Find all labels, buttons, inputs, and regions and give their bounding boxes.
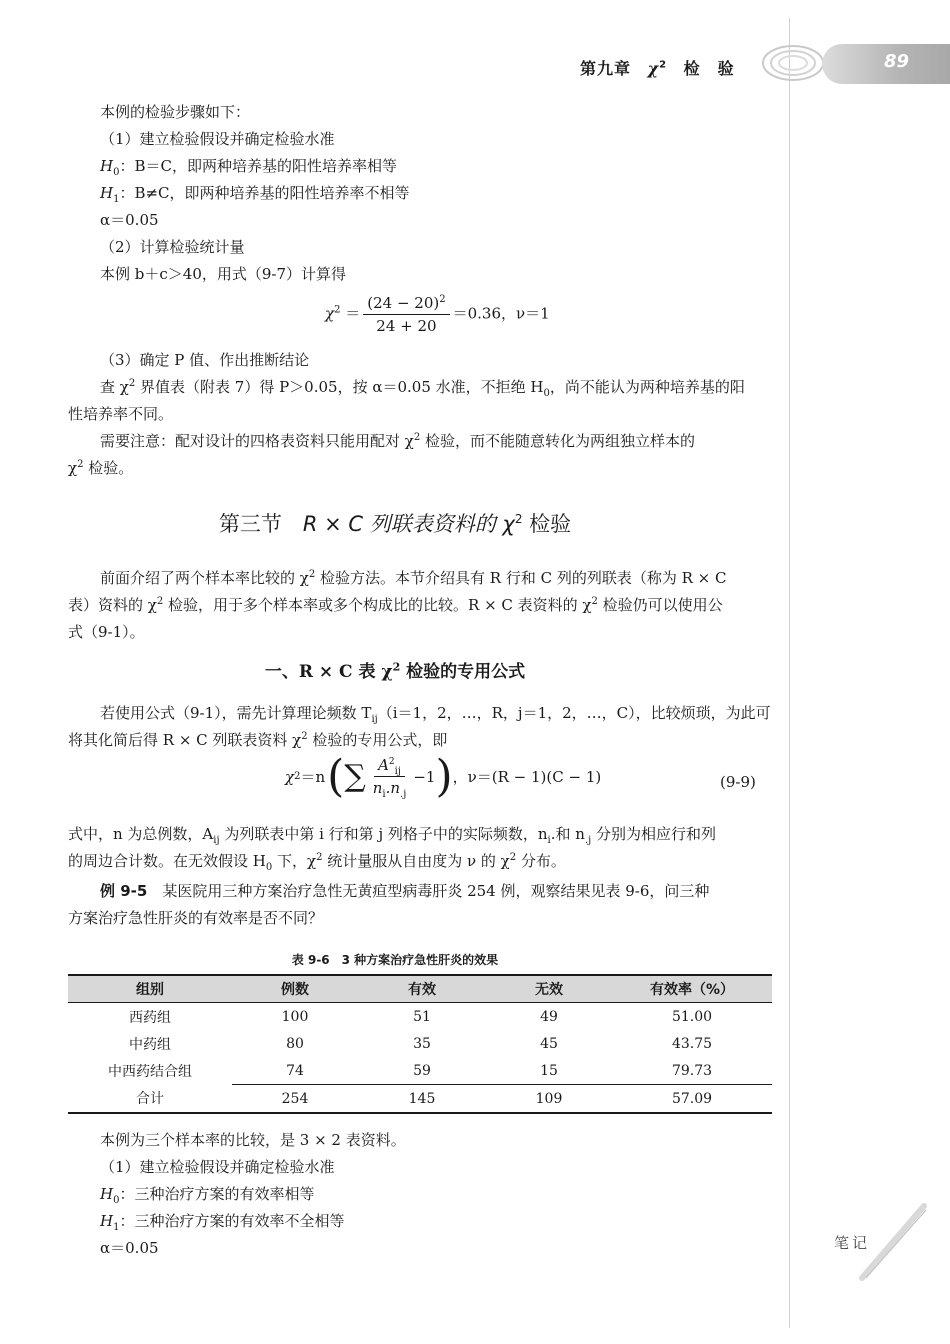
example-hypothesis-h0: $H_0$：三种治疗方案的有效率相等 <box>100 1185 315 1206</box>
table-cell: 51.00 <box>671 1008 713 1025</box>
table-cell: 西药组 <box>129 1009 171 1026</box>
table-cell: 中药组 <box>129 1036 171 1053</box>
section-paragraph-line-2: 表）资料的 $\chi^2$ 检验，用于多个样本率或多个构成比的比较。R × C 表资料的 $\chi^2$ 检验仍可以使用公 <box>68 596 723 614</box>
formula-explanation-line-2: 的周边合计数。在无效假设 $H_0$ 下，$\chi^2$ 统计量服从自由度为 ν 的 $\chi^2$ 分布。 <box>68 852 566 873</box>
table-row <box>68 1057 772 1085</box>
table-header-cell: 有效 <box>358 975 486 1003</box>
table-header-cell: 组别 <box>68 975 232 1003</box>
table-cell: 15 <box>540 1062 558 1079</box>
hypothesis-h0: $H_0$：B＝C，即两种培养基的阳性培养率相等 <box>100 157 397 178</box>
step-1: （1）建立检验假设并确定检验水准 <box>100 130 335 148</box>
calc-text: 本例 b＋c＞40，用式（9-7）计算得 <box>100 265 347 283</box>
example-step-1: （1）建立检验假设并确定检验水准 <box>100 1158 335 1176</box>
swirl-decoration-icon <box>755 38 825 88</box>
table-cell: 57.09 <box>612 1085 772 1114</box>
table-cell: 49 <box>540 1008 558 1025</box>
conclusion-line-1: 查 $\chi^2$ 界值表（附表 7）得 P＞0.05，按 α＝0.05 水准，不拒绝 $H_0$，尚不能认为两种培养基的阳 <box>100 378 745 399</box>
table-caption: 表 9-6 3 种方案治疗急性肝炎的效果 <box>291 953 499 967</box>
formula-rxc-chi-square: χ 2 ＝n ( ∑ $\frac{A^2_{ij}}{n_i.n_{.j}}$ −1 ) ，ν＝(R − 1)(C − 1) <box>285 750 602 802</box>
hypothesis-h1: $H_1$：B≠C，即两种培养基的阳性培养率不相等 <box>100 184 410 205</box>
table-header-cell: 无效 <box>486 975 612 1003</box>
table-row <box>68 1003 772 1031</box>
table-header-cell: 有效率（%） <box>612 975 772 1003</box>
section-paragraph-line-3: 式（9-1）。 <box>68 623 145 641</box>
table-cell: 254 <box>232 1085 358 1114</box>
table-cell: 79.73 <box>671 1062 713 1079</box>
table-cell: 43.75 <box>671 1035 713 1052</box>
table-cell: 51 <box>413 1008 431 1025</box>
table-cell: 45 <box>540 1035 558 1052</box>
formula-chi-square-mcnemar: $\chi^2$ ＝ $\frac{(24 - 20)^2}{24 + 20}$ ＝0.36，ν＝1 <box>325 294 550 335</box>
table-cell: 145 <box>358 1085 486 1114</box>
table-cell: 74 <box>286 1062 304 1079</box>
subsection-paragraph-line-1: 若使用公式（9-1），需先计算理论频数 $T_{ij}(i=1$，2，…，R，j＝1，2，…，C），比较烦琐，为此可 <box>100 704 771 725</box>
step-3: （3）确定 P 值、作出推断结论 <box>100 351 310 369</box>
section-title: 第三节 R × C 列联表资料的 $\chi^2$ 检验 <box>218 512 572 536</box>
table-cell: 109 <box>486 1085 612 1114</box>
table-cell: 合计 <box>68 1085 232 1114</box>
notes-label: 笔记 <box>834 1234 871 1252</box>
table-header-row <box>68 975 772 1003</box>
subsection-title: 一、R × C 表 $\chi^2$ 检验的专用公式 <box>264 660 526 682</box>
table-cell: 中西药结合组 <box>108 1063 192 1080</box>
table-cell: 80 <box>286 1035 304 1052</box>
example-line-2: 方案治疗急性肝炎的有效率是否不同？ <box>68 909 324 927</box>
example-alpha-level: α＝0.05 <box>100 1239 159 1257</box>
example-line-1: 例 9-5 某医院用三种方案治疗急性无黄疸型病毒肝炎 254 例，观察结果见表 9-6，问三种 <box>100 882 710 900</box>
formula-explanation-line-1: 式中，n 为总例数，$A_{ij}$ 为列联表中第 i 行和第 j 列格子中的实际频数，$n_i$.和 $n_{.j}$ 分别为相应行和列 <box>68 825 716 846</box>
note-line-2: $\chi^2$ 检验。 <box>68 459 134 477</box>
results-table <box>68 974 772 1114</box>
table-header-cell: 例数 <box>232 975 358 1003</box>
table-total-row <box>68 1085 772 1114</box>
section-paragraph-line-1: 前面介绍了两个样本率比较的 $\chi^2$ 检验方法。本节介绍具有 R 行和 C 列的列联表（称为 R × C <box>100 569 727 587</box>
chi-symbol: χ <box>647 59 660 78</box>
table-cell: 59 <box>413 1062 431 1079</box>
table-cell: 35 <box>413 1035 431 1052</box>
table-row <box>68 1030 772 1057</box>
example-hypothesis-h1: $H_1$：三种治疗方案的有效率不全相等 <box>100 1212 345 1233</box>
step-2: （2）计算检验统计量 <box>100 238 245 256</box>
conclusion-line-2: 性培养率不同。 <box>68 405 174 423</box>
table-cell: 100 <box>281 1008 309 1025</box>
formula-number: (9-9) <box>720 773 756 791</box>
chapter-label: 第九章 <box>580 59 632 78</box>
subsection-paragraph-line-2: 将其化简后得 R × C 列联表资料 $\chi^2$ 检验的专用公式，即 <box>68 731 448 749</box>
pencil-icon <box>852 1198 932 1288</box>
steps-intro: 本例的检验步骤如下： <box>100 103 251 121</box>
chapter-title: 检 验 <box>683 59 735 78</box>
example-steps-intro: 本例为三个样本率的比较，是 3 × 2 表资料。 <box>100 1131 406 1149</box>
alpha-level: α＝0.05 <box>100 211 159 229</box>
running-header: 第九章 $\chi^2$ 检 验 <box>580 59 735 78</box>
note-line-1: 需要注意：配对设计的四格表资料只能用配对 $\chi^2$ 检验，而不能随意转化为两组独立样本的 <box>100 432 696 450</box>
page-number: 89 <box>884 51 910 72</box>
